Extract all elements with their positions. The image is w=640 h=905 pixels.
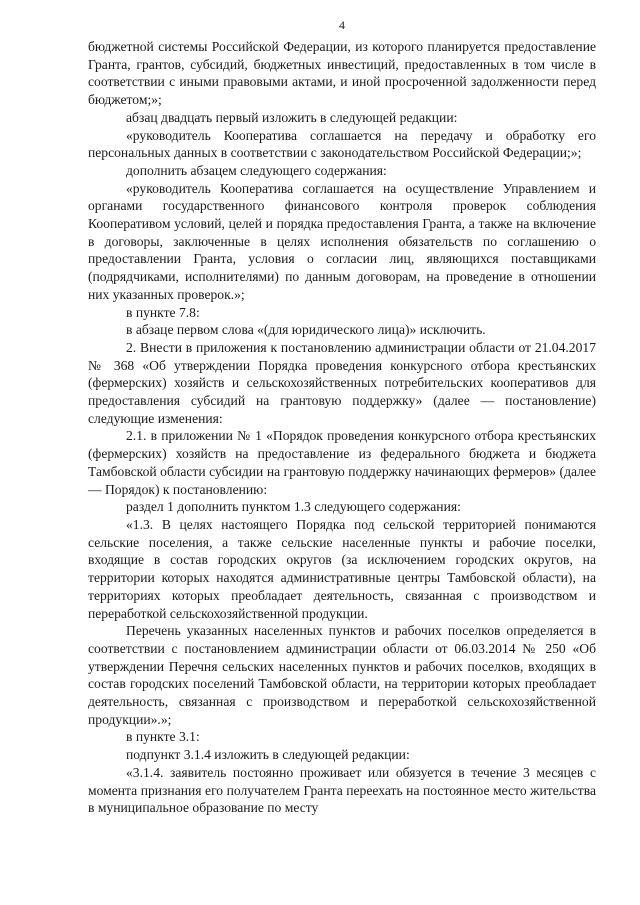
paragraph: «1.3. В целях настоящего Порядка под сельской территорией понимаются сельские поселения, а также сельские населенные пункты и рабочие поселки, входящие в состав городских округов (за исключением городских округов, на территории которых находятся административные центры Тамбовской области), на территориях которых преобладает деятельность, связанная с производством и переработкой сельскохозяйственной продукции. (88, 516, 596, 621)
paragraph: Перечень указанных населенных пунктов и рабочих поселков определяется в соответствии с постановлением администрации области от 06.03.2014 № 250 «Об утверждении Перечня сельских населенных пунктов и рабочих поселков, входящих в состав городских поселений Тамбовской области, на территории которых преобладает деятельность, связанная с производством и переработкой сельскохозяйственной продукции».»; (88, 623, 596, 727)
paragraph: 2. Внести в приложения к постановлению администрации области от 21.04.2017 № 368 «Об утверждении Порядка проведения конкурсного отбора крестьянских (фермерских) хозяйств и сельскохозяйственных потребительских кооперативов для предоставления субсидий на грантовую поддержку» (далее — постановление) следующие изменения: (88, 339, 596, 426)
paragraph: подпункт 3.1.4 изложить в следующей редакции: (126, 747, 410, 763)
paragraph: 2.1. в приложении № 1 «Порядок проведения конкурсного отбора крестьянских (фермерских) хозяйств на предоставление из федерального бюджета и бюджета Тамбовской области субсидии на грантовую поддержку начинающих фермеров» (далее — Порядок) к постановлению: (88, 428, 596, 497)
paragraph: дополнить абзацем следующего содержания: (126, 162, 387, 178)
paragraph-continuation: бюджетной системы Российской Федерации, из которого планируется предоставление Гранта, грантов, субсидий, бюджетных инвестиций, предоставленных в том числе в соответствии с иными правовыми актами, и иной просроченной задолженности перед бюджетом;»; (88, 39, 596, 108)
paragraph: в абзаце первом слова «(для юридического лица)» исключить. (126, 322, 486, 338)
paragraph: в пункте 3.1: (126, 729, 200, 745)
paragraph: «руководитель Кооператива соглашается на передачу и обработку его персональных данных в соответствии с законодательством Российской Федерации;»; (88, 127, 596, 161)
page-number: 4 (339, 18, 345, 32)
paragraph: «руководитель Кооператива соглашается на осуществление Управлением и органами государственного финансового контроля проверок соблюдения Кооперативом условий, целей и порядка предоставления Гранта, а также на включение в договоры, заключенные в целях исполнения обязательств по соглашению о предоставлении Гранта, условия о согласии лиц, являющихся поставщиками (подрядчиками, исполнителями) по данным договорам, на проведение в отношении них указанных проверок.»; (88, 180, 596, 302)
paragraph: абзац двадцать первый изложить в следующей редакции: (126, 109, 458, 125)
paragraph: раздел 1 дополнить пунктом 1.3 следующего содержания: (126, 499, 461, 515)
paragraph: в пункте 7.8: (126, 304, 200, 320)
paragraph: «3.1.4. заявитель постоянно проживает или обязуется в течение 3 месяцев с момента признания его получателем Гранта переехать на постоянное место жительства в муниципальное образование по месту (88, 764, 596, 816)
